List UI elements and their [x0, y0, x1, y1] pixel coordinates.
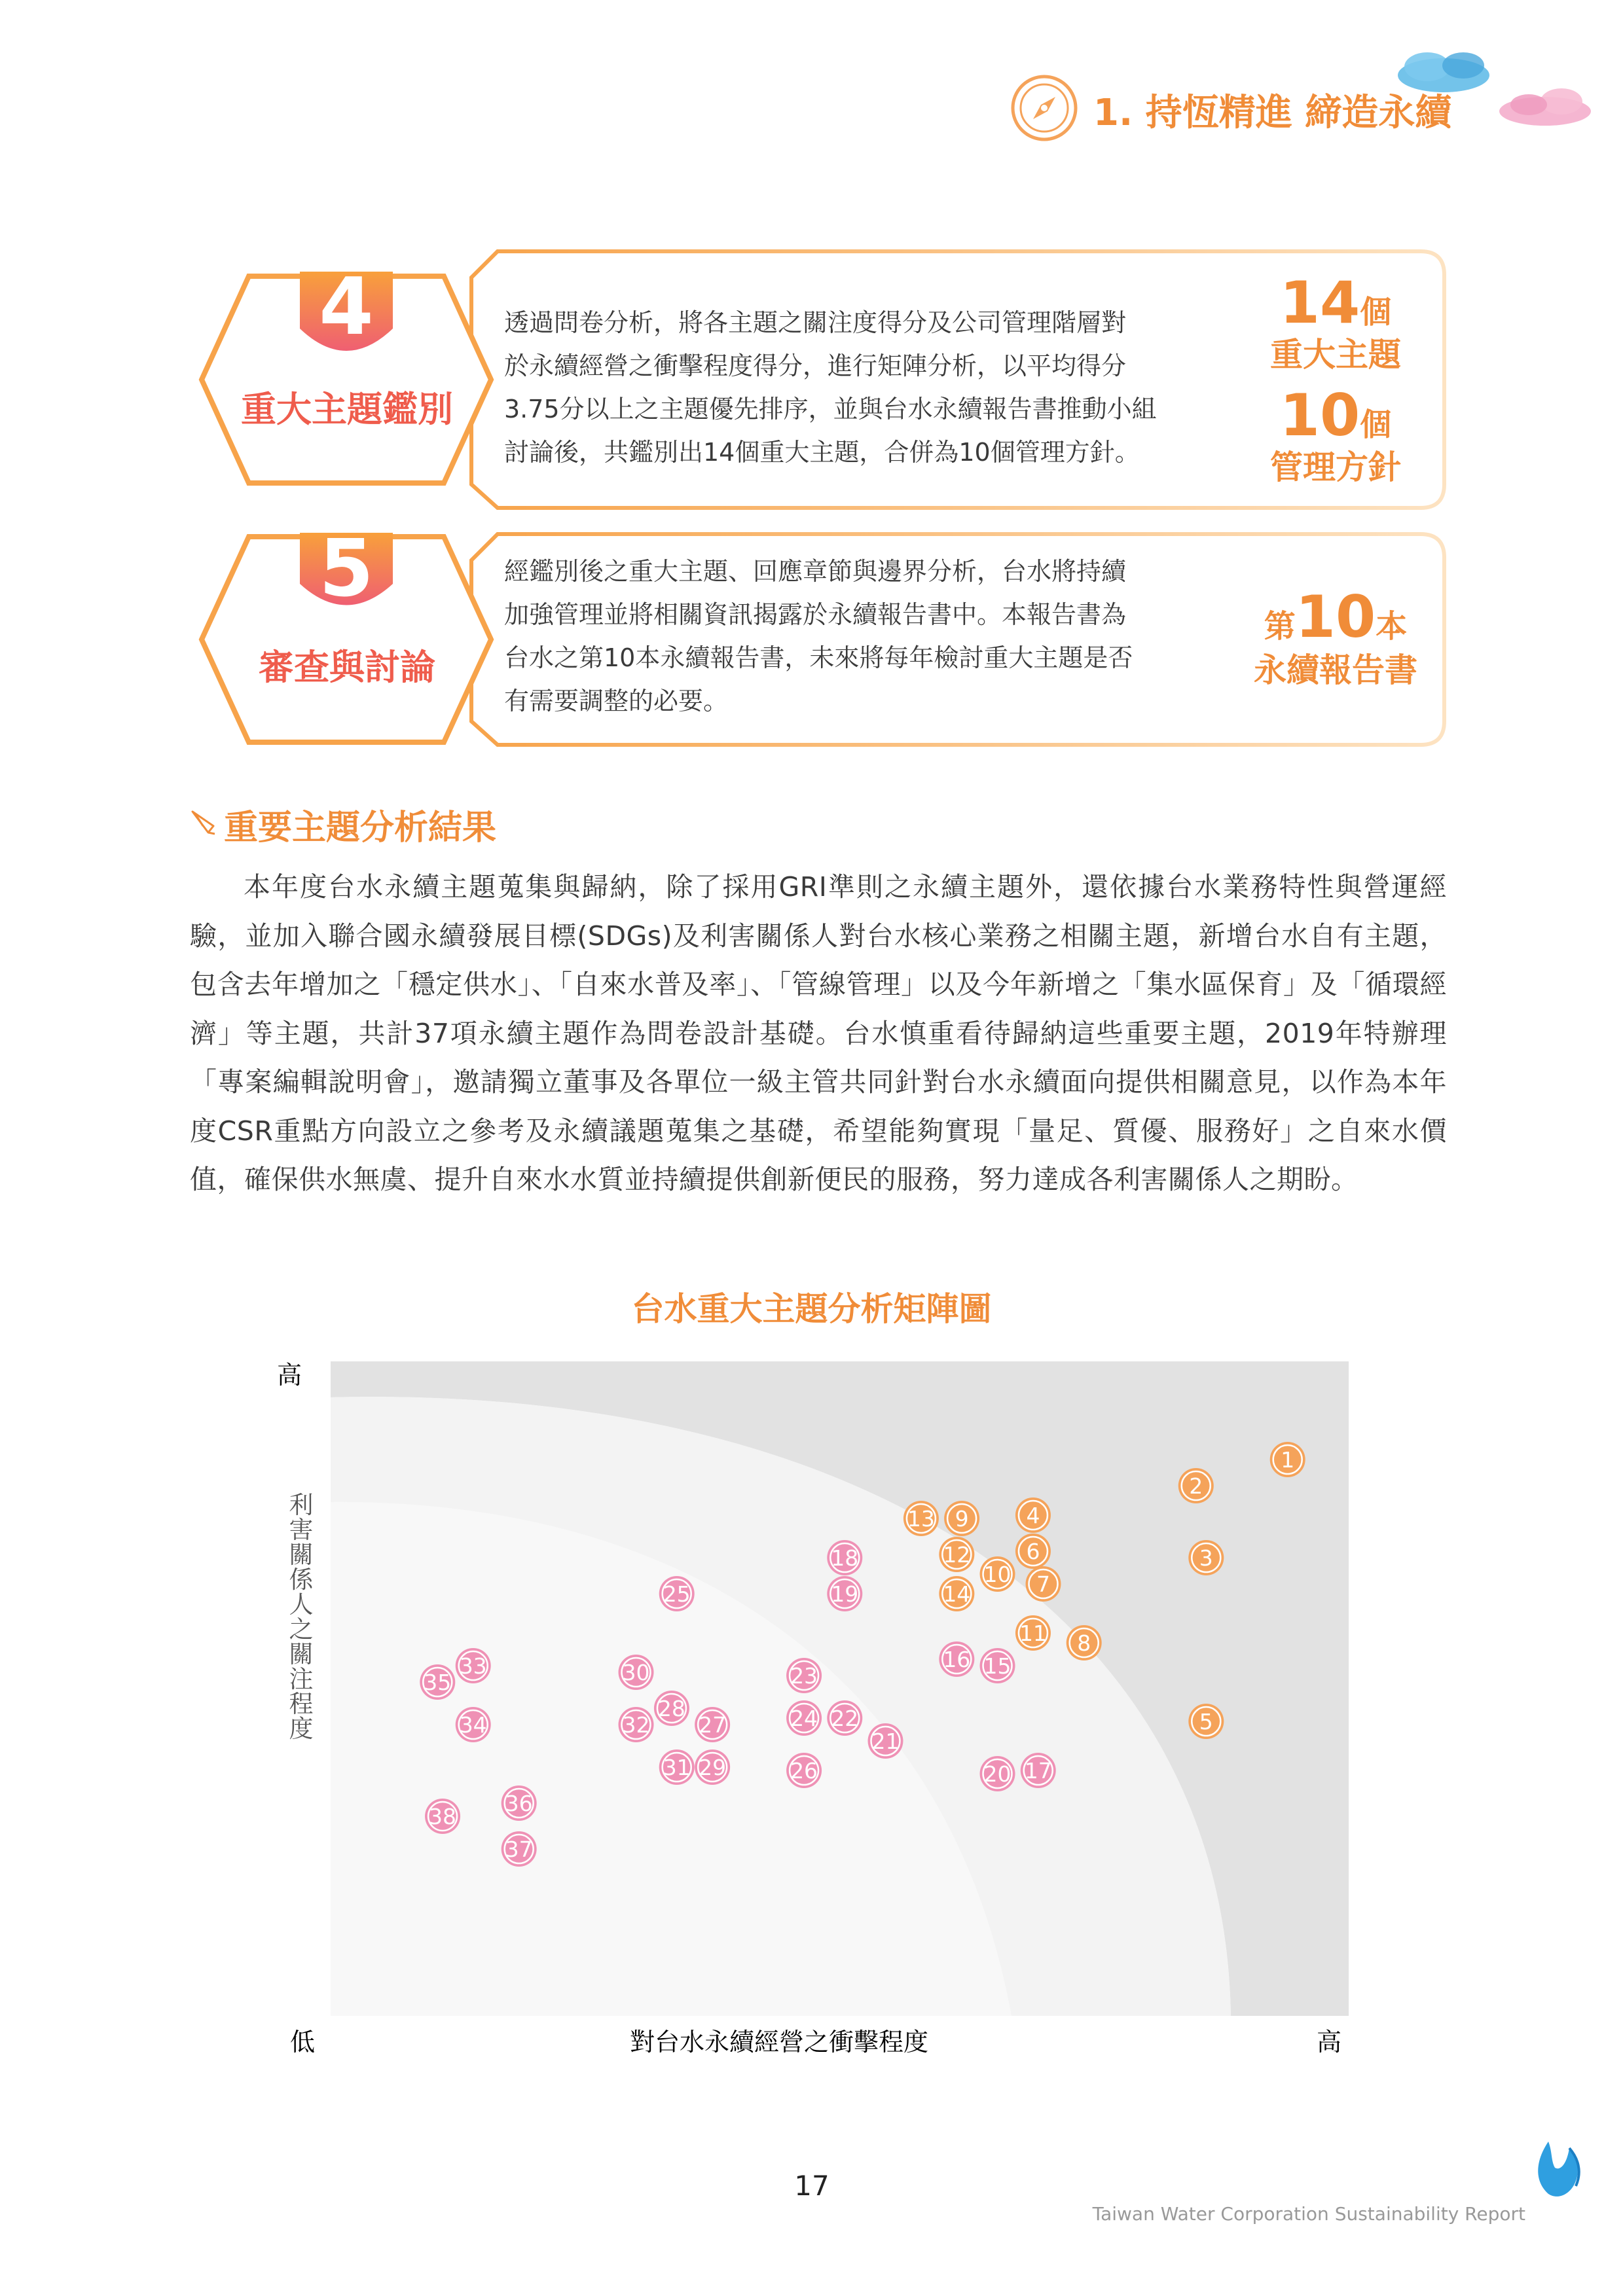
topic-label: 13: [907, 1506, 935, 1532]
highlight-prefix: 第: [1264, 608, 1296, 645]
y-axis-label-char: 害: [289, 1516, 314, 1544]
topic-label: 15: [983, 1653, 1012, 1679]
y-axis-label-char: 人: [289, 1590, 314, 1619]
topic-label: 37: [505, 1837, 533, 1862]
topic-point-28: [654, 1691, 689, 1726]
topic-label: 27: [699, 1712, 727, 1738]
topic-label: 11: [1019, 1621, 1047, 1646]
topic-point-37: [501, 1831, 537, 1867]
topic-point-24: [786, 1700, 822, 1736]
topic-label: 23: [790, 1663, 818, 1689]
highlight-label: 永續報告書: [1254, 651, 1417, 689]
page-number: 17: [794, 2170, 830, 2202]
step-text-line: 討論後，共鑑別出14個重大主題，合併為10個管理方針。: [504, 438, 1140, 467]
topic-point-19: [827, 1576, 862, 1611]
topic-point-38: [425, 1799, 460, 1834]
topic-label: 19: [831, 1581, 859, 1607]
topic-point-3: [1188, 1540, 1224, 1575]
topic-label: 25: [663, 1581, 691, 1607]
topic-point-20: [980, 1756, 1015, 1791]
topic-point-15: [980, 1648, 1015, 1683]
step-number: 5: [319, 524, 374, 615]
y-axis-label-char: 程: [289, 1690, 314, 1718]
topic-point-12: [939, 1537, 974, 1572]
topic-label: 26: [790, 1758, 818, 1784]
x-axis-high-label: 高: [1316, 2028, 1342, 2056]
topic-label: 28: [657, 1696, 685, 1721]
topic-point-21: [867, 1723, 903, 1759]
topic-point-31: [659, 1749, 695, 1785]
topic-point-5: [1188, 1704, 1224, 1739]
highlight-number: 10: [1295, 583, 1376, 651]
step-text-line: 透過問卷分析，將各主題之關注度得分及公司管理階層對: [504, 308, 1127, 337]
y-axis-label-char: 關: [289, 1640, 314, 1668]
topic-label: 24: [790, 1706, 818, 1731]
topic-label: 21: [871, 1729, 900, 1754]
topic-point-8: [1067, 1625, 1102, 1660]
topic-point-6: [1015, 1534, 1051, 1569]
y-axis-high-label: 高: [276, 1361, 302, 1390]
y-axis-label: [289, 1491, 314, 1743]
highlight-label: 重大主題: [1270, 336, 1401, 374]
topic-label: 6: [1026, 1539, 1040, 1564]
topic-label: 4: [1026, 1503, 1040, 1528]
section-title: 重要主題分析結果: [224, 808, 497, 848]
y-axis-label-char: 度: [289, 1715, 314, 1743]
step-text-line: 台水之第10本永續報告書，未來將每年檢討重大主題是否: [504, 643, 1133, 672]
topic-point-30: [619, 1655, 654, 1690]
topic-point-26: [786, 1753, 822, 1788]
topic-label: 17: [1024, 1758, 1052, 1784]
topic-label: 5: [1199, 1709, 1213, 1734]
topic-label: 10: [983, 1562, 1012, 1587]
topic-point-17: [1021, 1753, 1056, 1788]
step-text-line: 經鑑別後之重大主題、回應章節與邊界分析，台水將持續: [504, 557, 1127, 586]
chart-title: 台水重大主題分析矩陣圖: [631, 1290, 992, 1328]
topic-point-7: [1026, 1566, 1061, 1602]
topic-point-22: [827, 1700, 862, 1736]
topic-label: 20: [983, 1761, 1012, 1787]
topic-label: 22: [831, 1706, 859, 1731]
topic-label: 7: [1036, 1571, 1050, 1597]
topic-label: 8: [1077, 1630, 1091, 1656]
highlight-label: 管理方針: [1270, 448, 1401, 486]
topic-label: 32: [622, 1712, 650, 1738]
highlight-unit: 個: [1360, 406, 1392, 443]
topic-label: 3: [1199, 1545, 1213, 1571]
section-header-title: 1. 持恆精進 締造永續: [1093, 92, 1452, 134]
y-axis-label-char: 關: [289, 1541, 314, 1569]
topic-label: 14: [943, 1581, 971, 1607]
y-axis-label-char: 之: [289, 1615, 314, 1643]
topic-point-16: [939, 1641, 974, 1677]
topic-label: 29: [699, 1755, 727, 1780]
topic-point-35: [420, 1664, 455, 1700]
water-drop-logo-icon: [1529, 2135, 1588, 2207]
topic-label: 9: [955, 1506, 969, 1532]
topic-label: 12: [943, 1542, 971, 1568]
topic-point-1: [1270, 1442, 1305, 1477]
topic-point-29: [695, 1749, 730, 1785]
body-paragraph: 本年度台水永續主題蒐集與歸納，除了採用GRI準則之永續主題外，還依據台水業務特性與營運經驗，並加入聯合國永續發展目標(SDGs)及利害關係人對台水核心業務之相關主題，新增台水自有主題，包含去年增加之「穩定供水」、「自來水普及率」、「管線管理」以及今年新增之「集水區保育」及「循環經濟」等主題，共計37項永續主題作為問卷設計基礎。台水慎重看待歸納這些重要主題，2019年特辦理「專案編輯說明會」，邀請獨立董事及各單位一級主管共同針對台水永續面向提供相關意見，以作為本年度CSR重點方向設立之參考及永續議題蒐集之基礎，希望能夠實現「量足、質優、服務好」之自來水價值，確保供水無虞、提升自來水水質並持續提供創新便民的服務，努力達成各利害關係人之期盼。: [190, 871, 1447, 1195]
topic-point-4: [1015, 1498, 1051, 1533]
step-text-line: 於永續經營之衝擊程度得分，進行矩陣分析，以平均得分: [504, 351, 1127, 380]
topic-label: 18: [831, 1545, 859, 1571]
step-label: 審查與討論: [259, 647, 435, 688]
x-axis-label: 對台水永續經營之衝擊程度: [629, 2028, 929, 2056]
topic-point-27: [695, 1707, 730, 1742]
step-text-line: 加強管理並將相關資訊揭露於永續報告書中。本報告書為: [504, 600, 1127, 629]
step-text-line: 3.75分以上之主題優先排序，並與台水永續報告書推動小組: [504, 395, 1157, 423]
highlight-unit: 本: [1376, 608, 1408, 645]
report-name: Taiwan Water Corporation Sustainability Report: [1092, 2203, 1525, 2225]
y-axis-label-char: 利: [289, 1491, 314, 1519]
topic-label: 38: [429, 1804, 457, 1829]
highlight-unit: 個: [1360, 294, 1392, 331]
topic-point-18: [827, 1540, 862, 1575]
topic-point-23: [786, 1658, 822, 1693]
topic-label: 33: [459, 1653, 487, 1679]
topic-point-14: [939, 1576, 974, 1611]
topic-label: 35: [424, 1670, 452, 1695]
topic-label: 31: [663, 1755, 691, 1780]
y-axis-label-char: 注: [289, 1665, 314, 1693]
topic-point-2: [1178, 1468, 1214, 1503]
highlight-number: 10: [1279, 382, 1360, 449]
topic-label: 34: [459, 1712, 487, 1738]
topic-label: 30: [622, 1660, 650, 1685]
x-axis-low-label: 低: [289, 2028, 316, 2056]
topic-point-9: [944, 1501, 979, 1536]
step-number: 4: [319, 262, 374, 353]
y-axis-label-char: 係: [289, 1566, 314, 1594]
topic-point-25: [659, 1576, 695, 1611]
topic-point-33: [456, 1648, 491, 1683]
step-label: 重大主題鑑別: [241, 389, 453, 430]
step-text-line: 有需要調整的必要。: [504, 687, 729, 715]
highlight-number: 14: [1279, 269, 1360, 336]
topic-point-13: [903, 1501, 939, 1536]
topic-label: 2: [1189, 1473, 1203, 1499]
topic-label: 36: [505, 1791, 533, 1816]
topic-point-36: [501, 1785, 537, 1821]
topic-point-11: [1015, 1615, 1051, 1651]
topic-point-32: [619, 1707, 654, 1742]
topic-label: 16: [943, 1647, 971, 1672]
topic-point-34: [456, 1707, 491, 1742]
topic-label: 1: [1281, 1447, 1295, 1473]
topic-point-10: [980, 1556, 1015, 1592]
